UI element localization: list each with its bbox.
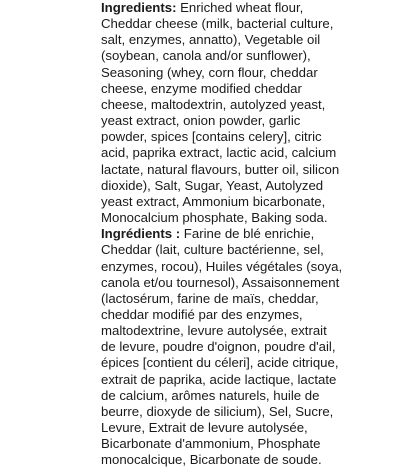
ingredients-french-line: Bicarbonate d'ammonium, Phosphate — [101, 436, 321, 452]
ingredients-english-line: acid, paprika extract, lactic acid, calcium — [101, 145, 337, 161]
ingredients-english-line: Seasoning (whey, corn flour, cheddar — [101, 64, 318, 80]
ingredients-english-line: cheese, maltodextrin, autolyzed yeast, — [101, 96, 326, 112]
ingredients-english-first-line — [101, 0, 401, 16]
ingredients-english-line: salt, enzymes, annatto), Vegetable oil — [101, 32, 321, 48]
ingredients-french-line: épices [contient du céleri], acide citrique, — [101, 355, 339, 371]
ingredients-english — [101, 0, 401, 226]
ingredients-english-line: Cheddar cheese (milk, bacterial culture, — [101, 16, 334, 32]
ingredients-english-line: lactate, natural flavours, butter oil, silicon — [101, 161, 340, 177]
ingredients-french-line: Cheddar (lait, culture bactérienne, sel, — [101, 242, 324, 258]
ingredients-french-heading: Ingrédients : — [101, 226, 181, 242]
ingredients-french-line: extrait de paprika, acide lactique, lactate — [101, 371, 337, 387]
ingredients-english-line: Monocalcium phosphate, Baking soda. — [101, 210, 328, 226]
ingredients-panel — [101, 0, 401, 469]
ingredients-french-line: Levure, Extrait de levure autolysée, — [101, 420, 308, 436]
ingredients-french-line: maltodextrine, levure autolysée, extrait — [101, 323, 327, 339]
ingredients-english-line: cheese, enzyme modified cheddar — [101, 80, 302, 96]
ingredients-english-line: (soybean, canola and/or sunflower), — [101, 48, 311, 64]
ingredients-french-line: cheddar modifié par des enzymes, — [101, 306, 303, 322]
ingredients-english-heading: Ingredients: — [101, 0, 177, 15]
ingredients-french-line: enzymes, rocou), Huiles végétales (soya, — [101, 258, 343, 274]
ingredients-french-line: monocalcique, Bicarbonate de soude. — [101, 452, 322, 468]
ingredients-english-first-text: Enriched wheat flour, — [176, 0, 304, 15]
ingredients-french-first-line — [101, 226, 401, 242]
ingredients-english-line: yeast extract, onion powder, garlic — [101, 113, 301, 129]
ingredients-french-first-text: Farine de blé enrichie, — [180, 226, 315, 242]
ingredients-french-line: (lactosérum, farine de maïs, cheddar, — [101, 290, 319, 306]
ingredients-french-line: canola et/ou tournesol), Assaisonnement — [101, 274, 340, 290]
ingredients-french-line: de calcium, arômes naturels, huile de — [101, 387, 320, 403]
ingredients-english-line: powder, spices [contains celery], citric — [101, 129, 322, 145]
ingredients-english-line: dioxide), Salt, Sugar, Yeast, Autolyzed — [101, 177, 324, 193]
ingredients-french-line: de levure, poudre d'oignon, poudre d'ail, — [101, 339, 336, 355]
ingredients-english-line: yeast extract, Ammonium bicarbonate, — [101, 193, 326, 209]
ingredients-french-line: beurre, dioxyde de silicium), Sel, Sucre, — [101, 403, 334, 419]
ingredients-french — [101, 226, 401, 468]
